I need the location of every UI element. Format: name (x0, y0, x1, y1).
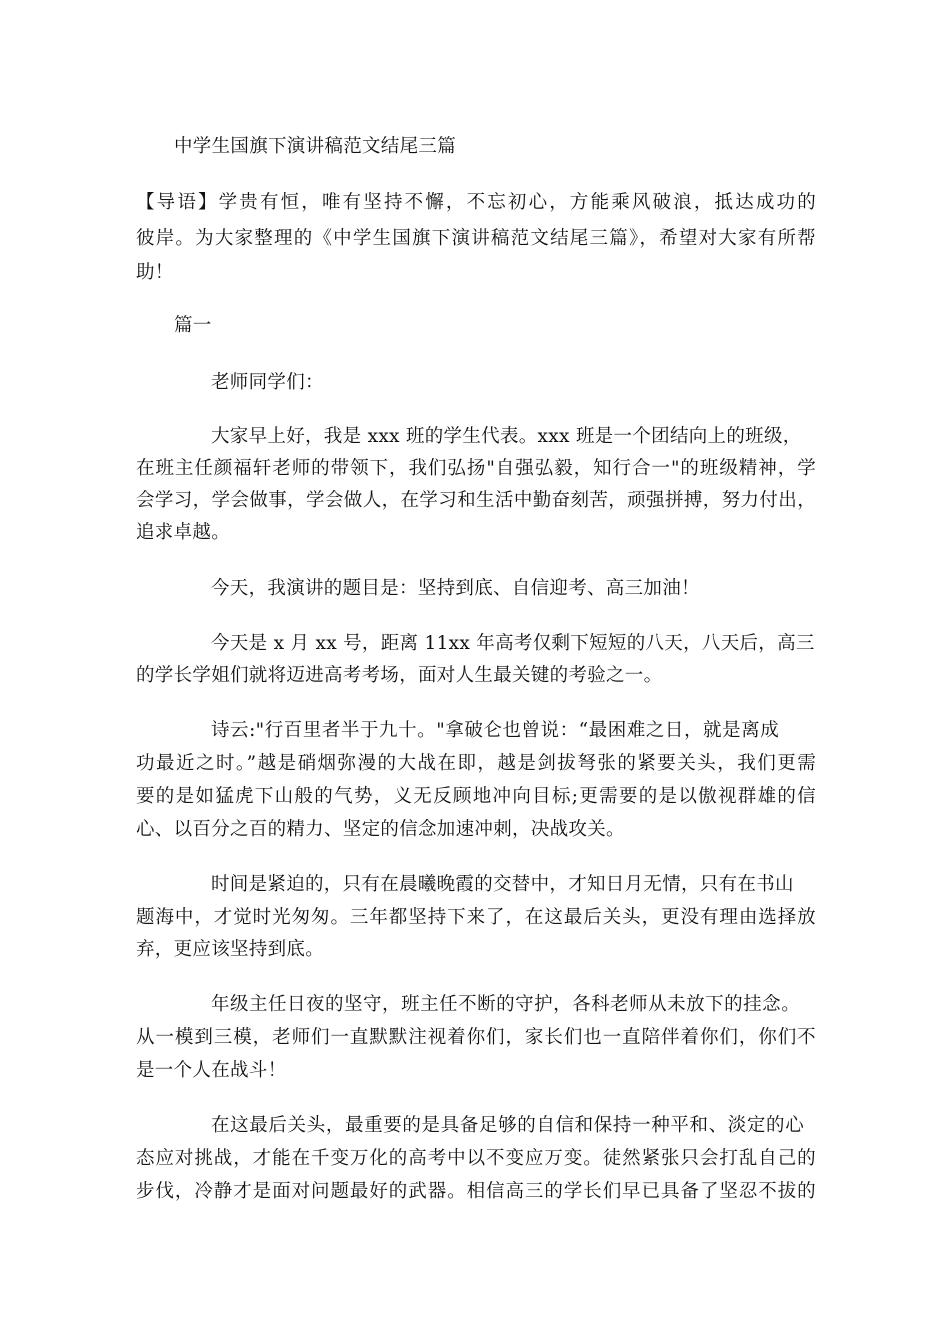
paragraph-line: 今天是 x 月 xx 号，距离 11xx 年高考仅剩下短短的八天，八天后，高三 (211, 633, 815, 654)
salutation: 老师同学们： (211, 372, 324, 393)
paragraph-line: 会学习，学会做事，学会做人，在学习和生活中勤奋刻苦，顽强拼搏，努力付出， (136, 490, 816, 511)
intro-line: 【导语】学贵有恒，唯有坚持不懈，不忘初心，方能乘风破浪，抵达成功的 (136, 192, 816, 213)
paragraph-line: 从一模到三模，老师们一直默默注视着你们，家长们也一直陪伴着你们，你们不 (136, 1027, 816, 1048)
paragraph-line: 是一个人在战斗！ (136, 1060, 287, 1081)
paragraph-line: 年级主任日夜的坚守，班主任不断的守护，各科老师从未放下的挂念。 (211, 994, 800, 1015)
paragraph-line: 大家早上好，我是 xxx 班的学生代表。xxx 班是一个团结向上的班级， (211, 426, 802, 447)
paragraph-line: 诗云:"行百里者半于九十。"拿破仑也曾说：“最困难之日，就是离成 (211, 720, 779, 741)
intro-line: 助！ (136, 262, 174, 283)
section-heading: 篇一 (174, 315, 212, 336)
paragraph-line: 的学长学姐们就将迈进高考考场，面对人生最关键的考验之一。 (136, 665, 663, 686)
paragraph-line: 态应对挑战，才能在千变万化的高考中以不变应万变。徒然紧张只会打乱自己的 (136, 1148, 816, 1169)
paragraph-line: 心、以百分之百的精力、坚定的信念加速冲刺，决战攻关。 (136, 819, 625, 840)
paragraph-line: 功最近之时。”越是硝烟弥漫的大战在即，越是剑拔弩张的紧要关头，我们更需 (136, 753, 816, 774)
paragraph-line: 在班主任颜福轩老师的带领下，我们弘扬"自强弘毅，知行合一"的班级精神，学 (136, 458, 816, 479)
document-title: 中学生国旗下演讲稿范文结尾三篇 (174, 136, 457, 157)
paragraph-line: 今天，我演讲的题目是：坚持到底、自信迎考、高三加油！ (211, 578, 700, 599)
paragraph-line: 在这最后关头，最重要的是具备足够的自信和保持一种平和、淡定的心 (211, 1115, 804, 1136)
intro-line: 彼岸。为大家整理的《中学生国旗下演讲稿范文结尾三篇》，希望对大家有所帮 (136, 228, 816, 249)
paragraph-line: 题海中，才觉时光匆匆。三年都坚持下来了，在这最后关头，更没有理由选择放 (136, 907, 816, 928)
paragraph-line: 时间是紧迫的，只有在晨曦晚霞的交替中，才知日月无情，只有在书山 (211, 874, 794, 895)
paragraph-line: 追求卓越。 (136, 522, 231, 543)
paragraph-line: 步伐，冷静才是面对问题最好的武器。相信高三的学长们早已具备了坚忍不拔的 (136, 1181, 816, 1202)
paragraph-line: 弃，更应该坚持到底。 (136, 939, 325, 960)
paragraph-line: 要的是如猛虎下山般的气势，义无反顾地冲向目标;更需要的是以傲视群雄的信 (136, 786, 816, 807)
